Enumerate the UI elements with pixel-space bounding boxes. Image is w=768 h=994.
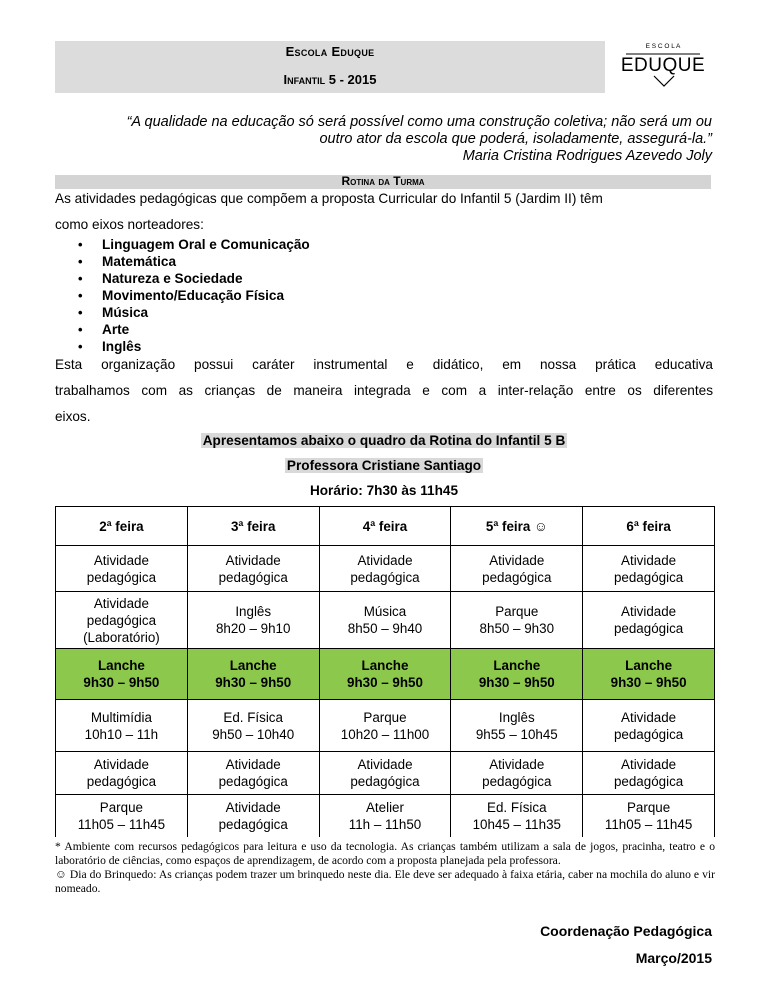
intro-line-1: As atividades pedagógicas que compõem a proposta Curricular do Infantil 5 (Jardim II) têm — [55, 191, 603, 206]
note-smiley: ☺ Dia do Brinquedo: As crianças podem trazer um brinquedo neste dia. Ele deve ser adequado à faixa etária, caber na mochila do aluno e vir nomeado. — [55, 868, 715, 895]
table-cell — [56, 752, 188, 795]
cell-line: Atividade — [93, 757, 149, 772]
cell-line: Parque — [99, 800, 143, 815]
cell-line: Lanche — [625, 658, 673, 673]
table-cell — [583, 752, 715, 795]
list-item: • Música — [55, 304, 310, 321]
table-cell — [319, 700, 451, 752]
cell-line: 11h05 – 11h45 — [604, 817, 693, 832]
table-row — [56, 795, 715, 838]
cell-line: Atividade — [621, 757, 677, 772]
table-intro-text: Apresentamos abaixo o quadro da Rotina do Infantil 5 B — [202, 433, 566, 448]
table-cell — [187, 546, 319, 592]
cell-line: 10h45 – 11h35 — [472, 817, 561, 832]
cell-line: pedagógica — [350, 569, 420, 585]
cell-line: pedagógica — [613, 569, 684, 585]
table-cell — [451, 592, 583, 649]
cell-line: 9h30 – 9h50 — [347, 675, 423, 690]
cell-line: pedagógica — [86, 774, 157, 789]
table-header-cell: 3ª feira — [187, 507, 319, 546]
lunch-row — [56, 649, 715, 700]
list-item: • Linguagem Oral e Comunicação — [55, 236, 310, 253]
table-cell — [319, 752, 451, 795]
cell-line: 9h50 – 10h40 — [212, 726, 295, 742]
table-cell — [583, 700, 715, 752]
section-title: Rotina da Turma — [341, 174, 425, 188]
table-cell — [319, 546, 451, 592]
cell-line: 10h20 – 11h00 — [340, 726, 430, 742]
logo-small-text: E S C O L A — [645, 43, 681, 50]
cell-line: pedagógica — [350, 774, 420, 789]
list-item: • Matemática — [55, 253, 310, 270]
table-cell — [187, 795, 319, 838]
logo-big-text: EDUQUE — [620, 55, 706, 76]
table-header-cell: 6ª feira — [583, 507, 715, 546]
cell-line: 9h30 – 9h50 — [610, 675, 687, 690]
cell-line: Inglês — [235, 604, 272, 619]
table-cell — [451, 752, 583, 795]
cell-line: pedagógica — [218, 817, 288, 832]
schedule-table — [55, 506, 715, 837]
table-cell — [319, 592, 451, 649]
table-header-row — [56, 507, 715, 546]
table-cell — [583, 546, 715, 592]
intro-line-2: como eixos norteadores: — [55, 217, 204, 232]
table-cell — [187, 592, 319, 649]
list-item: • Inglês — [55, 338, 310, 355]
cell-line: 9h30 – 9h50 — [215, 675, 292, 690]
table-header-cell: 5ª feira ☺ — [451, 507, 583, 546]
table-cell — [583, 649, 715, 700]
table-cell — [451, 649, 583, 700]
cell-line: Atividade — [489, 552, 545, 568]
cell-line: Atividade — [621, 552, 677, 568]
cell-line: Atividade — [357, 757, 413, 772]
cell-line: Atividade — [621, 604, 677, 619]
organization-line-3: eixos. — [55, 409, 91, 424]
cell-line: Atividade — [225, 757, 281, 772]
table-cell — [187, 752, 319, 795]
cell-line: Multimídia — [90, 709, 152, 725]
list-item: • Natureza e Sociedade — [55, 270, 310, 287]
cell-line: Lanche — [493, 658, 541, 673]
cell-line: 10h10 – 11h — [84, 726, 159, 742]
cell-line: 8h50 – 9h30 — [479, 621, 555, 636]
cell-line: Atividade — [225, 800, 281, 815]
table-cell — [56, 546, 188, 592]
table-cell — [451, 700, 583, 752]
table-cell — [451, 795, 583, 838]
cell-line: pedagógica — [613, 621, 684, 636]
table-cell — [319, 649, 451, 700]
cell-line: Atividade — [225, 552, 281, 568]
cell-line: Inglês — [498, 709, 535, 725]
table-cell — [583, 592, 715, 649]
cell-line: pedagógica — [86, 612, 157, 628]
note-asterisk: * Ambiente com recursos pedagógicos para leitura e uso da tecnologia. As crianças também utilizam a sala de jogos, pracinha, teatro e o laboratório de ciências, como espaços de aprendizagem, de acordo com a proposta planejada pela professora. — [55, 840, 715, 867]
cell-line: Lanche — [97, 658, 145, 673]
cell-line: (Laboratório) — [83, 629, 160, 645]
topics-list — [55, 236, 310, 355]
cell-line: pedagógica — [482, 774, 552, 789]
list-item: • Movimento/Educação Física — [55, 287, 310, 304]
cell-line: Lanche — [229, 658, 277, 673]
table-row — [56, 592, 715, 649]
class-year: Infantil 5 - 2015 — [283, 72, 377, 87]
cell-line: 8h20 – 9h10 — [215, 621, 291, 636]
cell-line: 9h55 – 10h45 — [475, 726, 558, 742]
table-row — [56, 700, 715, 752]
table-intro — [0, 433, 768, 448]
cell-line: Ed. Física — [223, 709, 283, 725]
footer-department: Coordenação Pedagógica — [540, 923, 712, 939]
table-cell — [56, 700, 188, 752]
cell-line: Atividade — [621, 709, 677, 725]
cell-line: pedagógica — [613, 774, 684, 789]
table-row — [56, 546, 715, 592]
cell-line: pedagógica — [613, 726, 684, 742]
cell-line: Atividade — [93, 552, 149, 568]
quote-line-2: outro ator da escola que poderá, isoladamente, assegurá-la.” — [319, 131, 712, 147]
cell-line: 11h05 – 11h45 — [77, 817, 166, 832]
organization-line-1: Esta organização possui caráter instrumental e didático, em nossa prática educativa — [55, 357, 713, 372]
cell-line: Atividade — [489, 757, 545, 772]
table-cell — [451, 546, 583, 592]
teacher-text: Professora Cristiane Santiago — [286, 458, 482, 473]
table-header-cell: 2ª feira — [56, 507, 188, 546]
cell-line: 11h – 11h50 — [348, 817, 422, 832]
table-cell — [187, 700, 319, 752]
table-cell — [56, 649, 188, 700]
table-header-cell: 4ª feira — [319, 507, 451, 546]
cell-line: Parque — [363, 709, 407, 725]
cell-line: Parque — [495, 604, 539, 619]
cell-line: Atividade — [93, 595, 149, 611]
quote-author: Maria Cristina Rodrigues Azevedo Joly — [462, 148, 712, 164]
cell-line: Atelier — [366, 800, 404, 815]
cell-line: Música — [363, 604, 407, 619]
cell-line: pedagógica — [218, 774, 288, 789]
cell-line: pedagógica — [482, 569, 552, 585]
cell-line: 8h50 – 9h40 — [347, 621, 423, 636]
cell-line: Atividade — [357, 552, 413, 568]
table-cell — [583, 795, 715, 838]
cell-line: Parque — [627, 800, 671, 815]
list-item: • Arte — [55, 321, 310, 338]
teacher — [0, 458, 768, 473]
table-row — [56, 752, 715, 795]
eduque-logo — [606, 38, 716, 88]
table-cell — [319, 795, 451, 838]
cell-line: pedagógica — [86, 569, 157, 585]
table-cell — [187, 649, 319, 700]
cell-line: pedagógica — [218, 569, 288, 585]
cell-line: Ed. Física — [487, 800, 547, 815]
school-name: Escola Eduque — [285, 44, 375, 59]
cell-line: Lanche — [361, 658, 409, 673]
schedule-hours: Horário: 7h30 às 11h45 — [309, 483, 459, 498]
table-cell — [56, 795, 188, 838]
cell-line: 9h30 – 9h50 — [83, 675, 160, 690]
footer-date: Março/2015 — [635, 950, 712, 966]
cell-line: 9h30 – 9h50 — [478, 675, 555, 690]
quote-line-1: “A qualidade na educação só será possível como uma construção coletiva; não será um ou — [126, 114, 712, 130]
organization-line-2: trabalhamos com as crianças de maneira integrada e com a inter-relação entre os diferentes — [55, 383, 713, 398]
table-cell — [56, 592, 188, 649]
